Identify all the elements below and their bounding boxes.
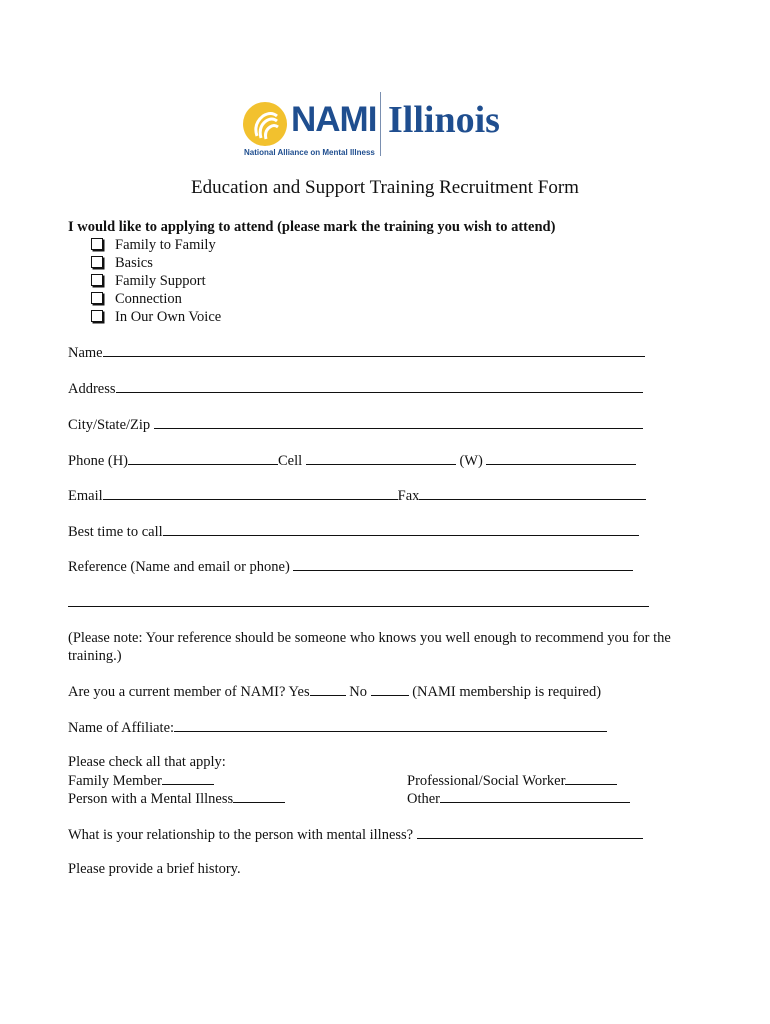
person-mental-illness-line[interactable]	[233, 789, 285, 803]
best-time-field: Best time to call	[68, 522, 639, 541]
work-phone-input-line[interactable]	[486, 451, 636, 465]
checkbox-icon[interactable]	[91, 310, 103, 322]
training-option-basics[interactable]: Basics	[91, 254, 153, 272]
phone-row: Phone (H) Cell (W)	[68, 451, 636, 470]
other-option: Other	[407, 789, 630, 808]
cell-phone-input-line[interactable]	[306, 451, 456, 465]
name-input-line[interactable]	[103, 343, 645, 357]
other-line[interactable]	[440, 789, 630, 803]
address-input-line[interactable]	[116, 379, 643, 393]
city-state-zip-input-line[interactable]	[154, 415, 643, 429]
checkbox-icon[interactable]	[91, 238, 103, 250]
member-no-line[interactable]	[371, 682, 409, 696]
training-option-connection[interactable]: Connection	[91, 290, 182, 308]
form-title: Education and Support Training Recruitment Form	[191, 177, 579, 198]
checkbox-icon[interactable]	[91, 292, 103, 304]
checkbox-icon[interactable]	[91, 274, 103, 286]
best-time-input-line[interactable]	[163, 522, 639, 536]
nami-illinois-logo	[243, 92, 533, 162]
affiliate-input-line[interactable]	[174, 718, 607, 732]
fax-input-line[interactable]	[419, 486, 646, 500]
name-field: Name	[68, 343, 645, 362]
membership-row: Are you a current member of NAMI? Yes No (NAMI membership is required)	[68, 684, 602, 700]
email-input-line[interactable]	[103, 486, 398, 500]
training-option-family-to-family[interactable]: Family to Family	[91, 236, 216, 254]
logo-brand-text: NAMI	[291, 100, 377, 139]
checkbox-icon[interactable]	[91, 256, 103, 268]
relationship-field: What is your relationship to the person with mental illness?	[68, 825, 643, 844]
check-all-intro: Please check all that apply:	[68, 754, 226, 770]
affiliate-field: Name of Affiliate:	[68, 718, 607, 737]
training-option-family-support[interactable]: Family Support	[91, 272, 206, 290]
professional-option: Professional/Social Worker	[407, 771, 617, 790]
relationship-input-line[interactable]	[417, 825, 643, 839]
brief-history-prompt: Please provide a brief history.	[68, 861, 241, 877]
reference-input-line[interactable]	[293, 557, 633, 571]
address-field: Address	[68, 379, 643, 398]
home-phone-input-line[interactable]	[128, 451, 278, 465]
member-yes-line[interactable]	[310, 682, 346, 696]
reference-note: (Please note: Your reference should be someone who knows you well enough to recommend you for the training.)	[68, 630, 671, 664]
person-mental-illness-option: Person with a Mental Illness	[68, 789, 285, 808]
logo-state-text: Illinois	[388, 99, 500, 141]
reference-field: Reference (Name and email or phone)	[68, 557, 633, 576]
training-option-in-our-own-voice[interactable]: In Our Own Voice	[91, 308, 221, 326]
reference-continuation-line[interactable]	[68, 593, 649, 607]
logo-divider	[380, 92, 381, 156]
professional-line[interactable]	[565, 771, 617, 785]
family-member-option: Family Member	[68, 771, 214, 790]
city-state-zip-field: City/State/Zip	[68, 415, 643, 434]
logo-tagline: National Alliance on Mental Illness	[244, 148, 375, 157]
family-member-line[interactable]	[162, 771, 214, 785]
reference-continuation	[68, 593, 649, 612]
email-fax-row: Email Fax	[68, 486, 646, 505]
training-intro: I would like to applying to attend (please mark the training you wish to attend)	[68, 219, 556, 235]
nami-swirl-icon	[243, 102, 287, 146]
